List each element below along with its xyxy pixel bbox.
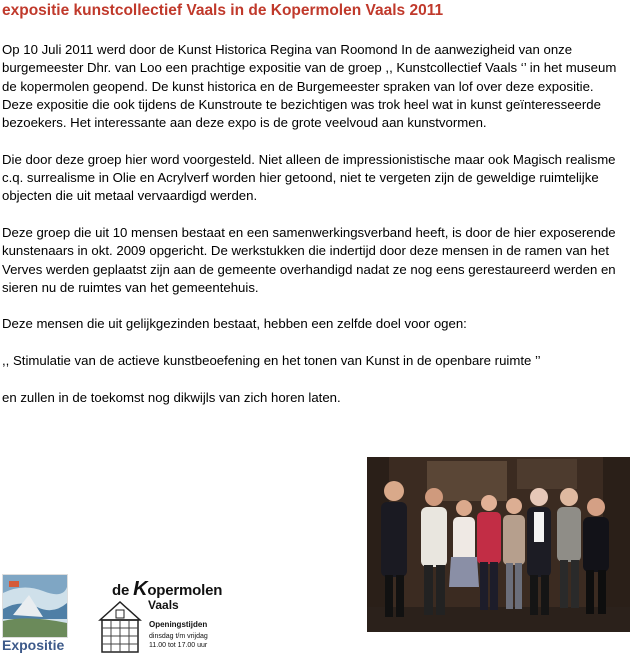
opening-hours-label: Openingstijden	[149, 620, 208, 629]
thumbnail-caption[interactable]: Expositie	[2, 637, 65, 653]
building-icon	[96, 598, 144, 654]
kopermolen-logo[interactable]	[96, 578, 226, 654]
expositie-thumbnail[interactable]	[2, 574, 68, 638]
painting-thumbnail-image	[3, 575, 67, 637]
opening-hours: dinsdag t/m vrijdag 11.00 tot 17.00 uur	[149, 633, 208, 649]
article-body	[2, 41, 628, 425]
paragraph-styles: Die door deze groep hier word voorgesteld. Niet alleen de impressionistische maar ook Magisch realisme c.q. surrealisme in Olie en Acrylverf worden hier getoond, niet te vergeten zijn de geweldige ruimtelijke objecten die uit metaal vervaardigd werden.	[2, 151, 616, 204]
paragraph-closing: en zullen in de toekomst nog dikwijls van zich horen laten.	[2, 389, 341, 405]
paragraph-opening: Op 10 Juli 2011 werd door de Kunst Historica Regina van Roomond In de aanwezigheid van onze burgemeester Dhr. van Loo een prachtige expositie van de groep ,, Kunstcollectief Vaals ‘’ in het museum de kopermolen geopend. De kunst historica en de Burgemeester spraken van lof over deze expositie. Deze expositie die ook tijdens de Kunstroute te bezichtigen was trok heel wat in kunst geïnteresseerde bezoekers. Het interessante aan deze expo is de grote veelvoud aan kunstvormen.	[2, 42, 617, 131]
page-title: expositie kunstcollectief Vaals in de Kopermolen Vaals 2011	[2, 2, 444, 19]
paragraph-goal-intro: Deze mensen die uit gelijkgezinden bestaat, hebben een zelfde doel voor ogen:	[2, 316, 467, 332]
kopermolen-logo-title: de Kopermolen	[112, 578, 223, 600]
paragraph-quote: ,, Stimulatie van de actieve kunstbeoefening en het tonen van Kunst in de openbare ruimte ’’	[2, 353, 541, 369]
kopermolen-logo-subtitle: Vaals	[148, 598, 179, 612]
group-photo-illustration	[367, 457, 630, 632]
group-photo	[367, 457, 630, 632]
paragraph-group: Deze groep die uit 10 mensen bestaat en een samenwerkingsverband heeft, is door de hier exposerende kunstenaars in okt. 2009 opgericht. De werkstukken die indertijd door deze mensen in de ramen van het Verves werden geplaatst zijn aan de gemeente overhandigd nadat ze nog eens gerestaureerd werden en sieren nu de ruimtes van het gemeentehuis.	[2, 224, 616, 295]
